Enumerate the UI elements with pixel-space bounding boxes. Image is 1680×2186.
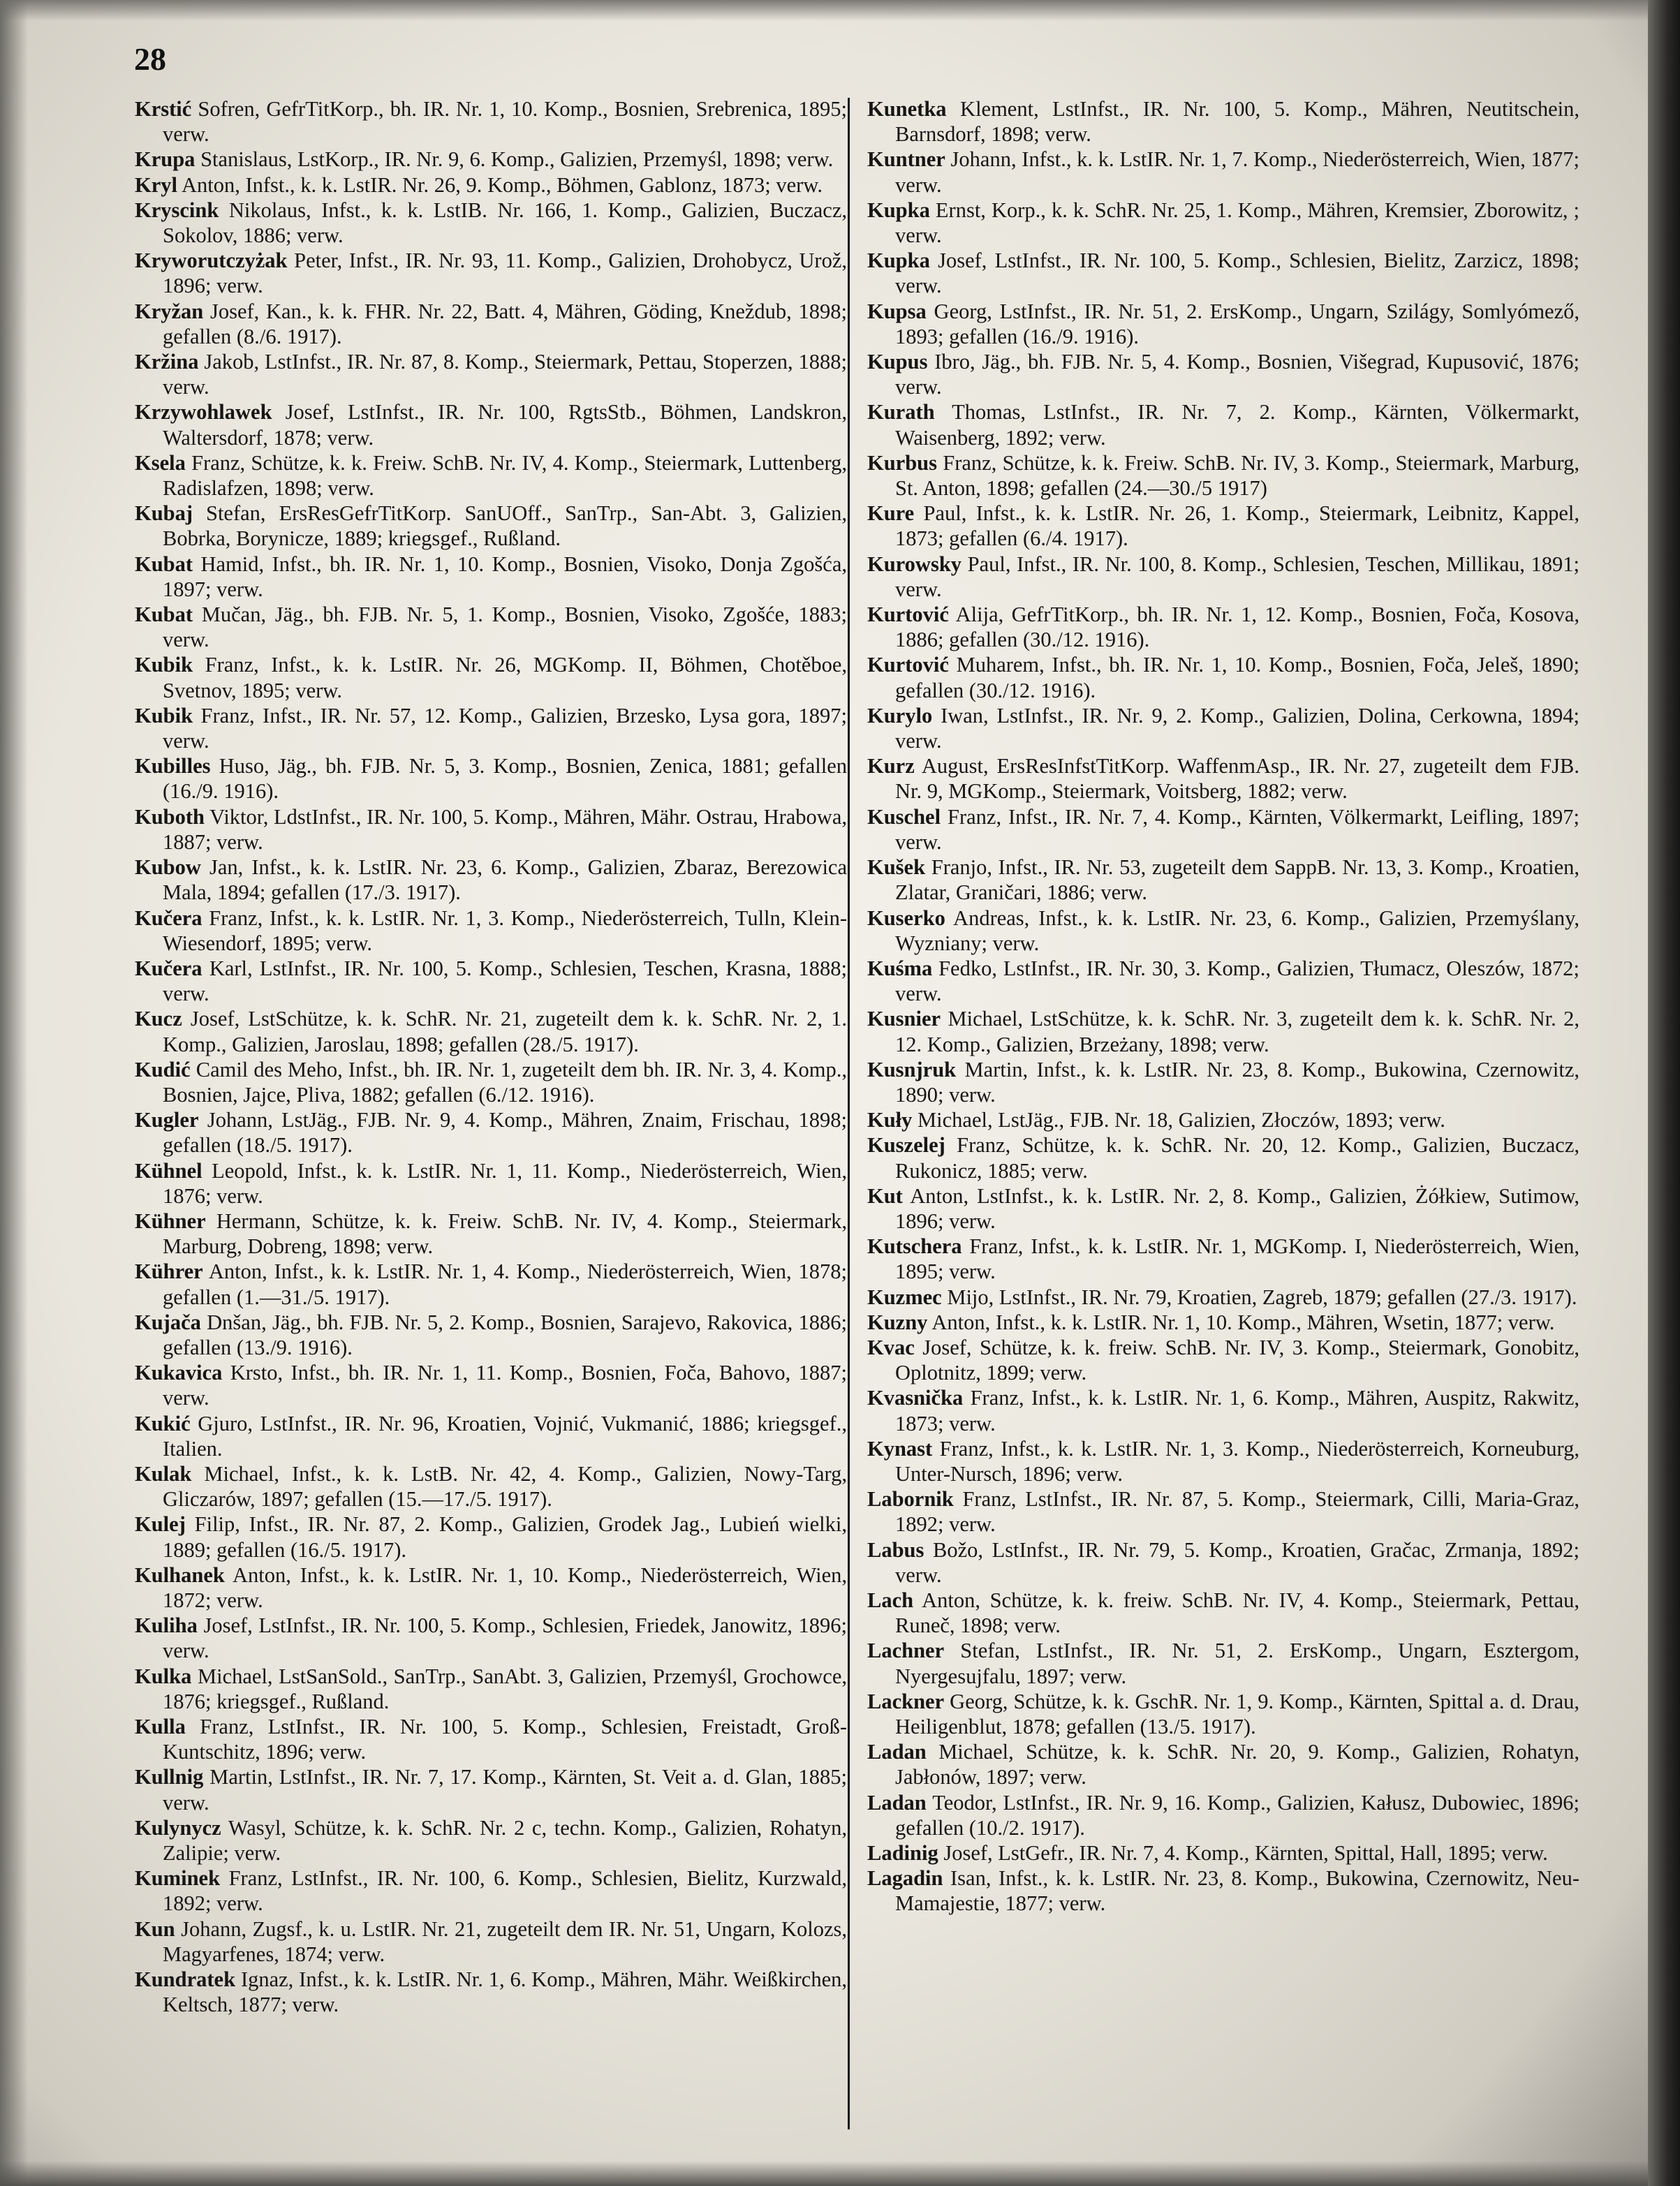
entry-surname: Lackner (867, 1689, 945, 1713)
entry-details: Leopold, Infst., k. k. LstIR. Nr. 1, 11. Komp., Niederösterreich, Wien, 1876; verw. (163, 1158, 847, 1208)
entry-surname: Ladinig (867, 1841, 938, 1866)
register-entry (867, 906, 1579, 956)
entry-details: Stanislaus, LstKorp., IR. Nr. 9, 6. Komp., Galizien, Przemyśl, 1898; verw. (195, 147, 834, 172)
entry-surname: Kutschera (867, 1234, 962, 1259)
register-entry (135, 1714, 847, 1764)
entry-surname: Kuminek (135, 1866, 221, 1891)
entry-details: Anton, Infst., k. k. LstIR. Nr. 1, 10. Komp., Mähren, Wsetin, 1877; verw. (927, 1310, 1555, 1334)
entry-surname: Kulak (135, 1461, 192, 1486)
entry-details: Michael, Schütze, k. k. SchR. Nr. 20, 9. Komp., Galizien, Rohatyn, Jabłonów, 1897; verw. (895, 1740, 1579, 1789)
entry-details: Hermann, Schütze, k. k. Freiw. SchB. Nr. IV, 4. Komp., Steiermark, Marburg, Dobreng, 1898; verw. (163, 1209, 847, 1259)
entry-details: Josef, LstInfst., IR. Nr. 100, 5. Komp., Schlesien, Bielitz, Zarzicz, 1898; verw. (895, 249, 1579, 298)
register-entry (135, 652, 847, 702)
register-entry (867, 1486, 1579, 1537)
entry-details: Dnšan, Jäg., bh. FJB. Nr. 5, 2. Komp., Bosnien, Sarajevo, Rakovica, 1886; gefallen (13./9. 1916). (163, 1310, 847, 1359)
entry-surname: Kušek (867, 855, 926, 880)
entry-surname: Kubat (135, 603, 193, 627)
entry-surname: Labus (867, 1537, 924, 1562)
entry-details: Johann, Infst., k. k. LstIR. Nr. 1, 7. Komp., Niederösterreich, Wien, 1877; verw. (895, 147, 1579, 197)
entry-surname: Kvasnička (867, 1386, 964, 1410)
entry-surname: Kurowsky (867, 552, 962, 576)
entry-details: Mučan, Jäg., bh. FJB. Nr. 5, 1. Komp., Bosnien, Visoko, Zgošće, 1883; verw. (163, 603, 847, 652)
entry-details: Johann, Zugsf., k. u. LstIR. Nr. 21, zugeteilt dem IR. Nr. 51, Ungarn, Kolozs, Magyarfenes, 1874; verw. (163, 1917, 847, 1966)
entry-surname: Lachner (867, 1639, 945, 1663)
register-entry (867, 1234, 1579, 1284)
entry-details: Iwan, LstInfst., IR. Nr. 9, 2. Komp., Galizien, Dolina, Cerkowna, 1894; verw. (895, 703, 1579, 753)
entry-surname: Kulynycz (135, 1815, 221, 1840)
register-entry (135, 1006, 847, 1056)
register-entry (867, 1310, 1579, 1335)
entry-details: Karl, LstInfst., IR. Nr. 100, 5. Komp., Schlesien, Teschen, Krasna, 1888; verw. (163, 956, 847, 1006)
entry-surname: Kucz (135, 1007, 182, 1031)
right-column (867, 96, 1579, 1917)
entry-surname: Kynast (867, 1436, 933, 1461)
entry-surname: Kupka (867, 249, 930, 273)
entry-surname: Lach (867, 1588, 914, 1612)
entry-details: Paul, Infst., k. k. LstIR. Nr. 26, 1. Komp., Steiermark, Leibnitz, Kappel, 1873; gefallen (6./4. 1917). (895, 501, 1579, 551)
register-entry (867, 450, 1579, 501)
register-entry (135, 552, 847, 602)
register-entry (867, 1335, 1579, 1385)
register-entry (867, 248, 1579, 298)
register-entry (135, 172, 847, 198)
entry-surname: Kuzmec (867, 1285, 942, 1309)
register-entry (867, 1436, 1579, 1486)
register-entry (867, 703, 1579, 753)
page-edge-shadow-top (0, 0, 1680, 21)
register-entry (135, 248, 847, 298)
entry-surname: Kuzny (867, 1310, 928, 1334)
entry-details: Stefan, ErsResGefrTitKorp. SanUOff., SanTrp., San-Abt. 3, Galizien, Bobrka, Borynicze, 1889; kriegsgef., Rußland. (163, 501, 847, 551)
entry-details: Georg, Schütze, k. k. GschR. Nr. 1, 9. Komp., Kärnten, Spittal a. d. Drau, Heiligenblut, 1878; gefallen (13./5. 1917). (895, 1689, 1579, 1738)
entry-surname: Kudić (135, 1057, 191, 1081)
entry-details: Paul, Infst., IR. Nr. 100, 8. Komp., Schlesien, Teschen, Millikau, 1891; verw. (895, 552, 1579, 601)
entry-surname: Kubik (135, 703, 193, 728)
register-entry (135, 1209, 847, 1259)
entry-surname: Kučera (135, 906, 202, 930)
register-entry (135, 1866, 847, 1916)
entry-details: Josef, Kan., k. k. FHR. Nr. 22, Batt. 4, Mähren, Göding, Kneždub, 1898; gefallen (8./6. 1917). (163, 299, 847, 348)
register-entry (135, 855, 847, 905)
register-entry (135, 1967, 847, 2017)
entry-details: Josef, Schütze, k. k. freiw. SchB. Nr. IV, 3. Komp., Steiermark, Gonobitz, Oplotnitz, 1899; verw. (895, 1335, 1579, 1385)
register-entry (135, 1664, 847, 1714)
entry-surname: Kusnier (867, 1007, 941, 1031)
entry-details: Josef, LstInfst., IR. Nr. 100, RgtsStb., Böhmen, Landskron, Waltersdorf, 1878; verw. (163, 400, 847, 450)
entry-surname: Kubilles (135, 754, 211, 778)
register-entry (135, 1107, 847, 1158)
entry-surname: Ladan (867, 1790, 927, 1815)
entry-details: Nikolaus, Infst., k. k. LstIB. Nr. 166, 1. Komp., Galizien, Buczacz, Sokolov, 1886; verw. (163, 198, 847, 248)
entry-details: Franz, Schütze, k. k. Freiw. SchB. Nr. IV, 3. Komp., Steiermark, Marburg, St. Anton, 1898; gefallen (24.—30./5 1917) (895, 450, 1579, 501)
entry-surname: Kuły (867, 1108, 913, 1132)
entry-surname: Krupa (135, 147, 196, 172)
register-entry (135, 804, 847, 855)
entry-surname: Kühner (135, 1209, 206, 1233)
entry-details: Ibro, Jäg., bh. FJB. Nr. 5, 4. Komp., Bosnien, Višegrad, Kupusović, 1876; verw. (895, 350, 1579, 399)
entry-details: Franz, Infst., IR. Nr. 7, 4. Komp., Kärnten, Völkermarkt, Leifling, 1897; verw. (895, 804, 1579, 854)
entry-details: Isan, Infst., k. k. LstIR. Nr. 23, 8. Komp., Bukowina, Czernowitz, Neu-Mamajestie, 1877; verw. (895, 1866, 1579, 1916)
register-entry (867, 753, 1579, 804)
entry-details: Mijo, LstInfst., IR. Nr. 79, Kroatien, Zagreb, 1879; gefallen (27./3. 1917). (941, 1285, 1577, 1309)
entry-details: Franz, Schütze, k. k. SchR. Nr. 20, 12. Komp., Galizien, Buczacz, Rukonicz, 1885; verw. (895, 1133, 1579, 1183)
entry-surname: Kučera (135, 956, 202, 980)
entry-surname: Kurbus (867, 450, 938, 475)
register-entry (135, 1764, 847, 1815)
register-entry (867, 1739, 1579, 1789)
register-entry (867, 1132, 1579, 1183)
register-entry (867, 1537, 1579, 1588)
entry-surname: Kuśma (867, 956, 933, 980)
entry-details: Michael, LstSchütze, k. k. SchR. Nr. 3, zugeteilt dem k. k. SchR. Nr. 2, 12. Komp., Galizien, Brzeżany, 1898; verw. (895, 1007, 1579, 1056)
entry-details: Franz, Infst., k. k. LstIR. Nr. 26, MGKomp. II, Böhmen, Chotěboe, Svetnov, 1895; verw. (163, 653, 847, 702)
entry-surname: Kusnjruk (867, 1057, 957, 1081)
entry-details: Sofren, GefrTitKorp., bh. IR. Nr. 1, 10. Komp., Bosnien, Srebrenica, 1895; verw. (163, 97, 847, 147)
register-entry (867, 501, 1579, 551)
register-entry (135, 1512, 847, 1562)
register-entry (867, 1866, 1579, 1916)
register-entry (867, 1006, 1579, 1056)
entry-details: Andreas, Infst., k. k. LstIR. Nr. 23, 6. Komp., Galizien, Przemyślany, Wyzniany; verw. (895, 906, 1579, 955)
entry-surname: Kut (867, 1183, 903, 1208)
entry-details: Michael, LstSanSold., SanTrp., SanAbt. 3, Galizien, Przemyśl, Grochowce, 1876; kriegsgef., Rußland. (163, 1664, 847, 1713)
entry-surname: Kržina (135, 350, 199, 374)
entry-surname: Kunetka (867, 97, 947, 121)
entry-details: Teodor, LstInfst., IR. Nr. 9, 16. Komp., Galizien, Kałusz, Dubowiec, 1896; gefallen (10./2. 1917). (895, 1790, 1579, 1840)
entry-details: Camil des Meho, Infst., bh. IR. Nr. 1, zugeteilt dem bh. IR. Nr. 3, 4. Komp., Bosnien, Jajce, Pliva, 1882; gefallen (6./12. 1916). (163, 1057, 847, 1107)
entry-details: Franz, LstInfst., IR. Nr. 87, 5. Komp., Steiermark, Cilli, Maria-Graz, 1892; verw. (895, 1487, 1579, 1537)
entry-surname: Ksela (135, 450, 186, 475)
entry-surname: Kuliha (135, 1613, 198, 1638)
register-entry (867, 1790, 1579, 1840)
entry-details: Franz, Infst., k. k. LstIR. Nr. 1, 6. Komp., Mähren, Auspitz, Rakwitz, 1873; verw. (895, 1386, 1579, 1435)
entry-details: Franz, LstInfst., IR. Nr. 100, 5. Komp., Schlesien, Freistadt, Groß-Kuntschitz, 1896; verw. (163, 1715, 847, 1764)
register-entry (135, 1563, 847, 1613)
column-divider (848, 98, 850, 2129)
entry-details: Božo, LstInfst., IR. Nr. 79, 5. Komp., Kroatien, Gračac, Zrmanja, 1892; verw. (895, 1537, 1579, 1587)
entry-details: Franjo, Infst., IR. Nr. 53, zugeteilt dem SappB. Nr. 13, 3. Komp., Kroatien, Zlatar, Graničari, 1886; verw. (895, 855, 1579, 905)
entry-details: Michael, LstJäg., FJB. Nr. 18, Galizien, Złoczów, 1893; verw. (912, 1108, 1445, 1132)
entry-details: Fedko, LstInfst., IR. Nr. 30, 3. Komp., Galizien, Tłumacz, Oleszów, 1872; verw. (895, 956, 1579, 1006)
entry-details: Anton, LstInfst., k. k. LstIR. Nr. 2, 8. Komp., Galizien, Żółkiew, Sutimow, 1896; verw. (895, 1183, 1579, 1233)
entry-surname: Kulla (135, 1715, 186, 1738)
entry-details: Gjuro, LstInfst., IR. Nr. 96, Kroatien, Vojnić, Vukmanić, 1886; kriegsgef., Italien. (163, 1411, 847, 1461)
entry-surname: Kurz (867, 754, 915, 778)
entry-details: Peter, Infst., IR. Nr. 93, 11. Komp., Galizien, Drohobycz, Urož, 1896; verw. (163, 249, 847, 298)
entry-surname: Kryl (135, 172, 177, 197)
register-entry (135, 450, 847, 501)
register-entry (867, 652, 1579, 702)
page-edge-shadow-left (0, 0, 28, 2186)
register-entry (135, 1613, 847, 1663)
page-edge-shadow-bottom (0, 2161, 1680, 2186)
register-entry (867, 602, 1579, 652)
register-entry (867, 1689, 1579, 1739)
entry-surname: Kuszelej (867, 1133, 945, 1158)
entry-surname: Kryžan (135, 299, 204, 323)
left-column (135, 96, 847, 2017)
register-entry (135, 1158, 847, 1209)
entry-details: Franz, Infst., k. k. LstIR. Nr. 1, MGKomp. I, Niederösterreich, Wien, 1895; verw. (895, 1234, 1579, 1284)
entry-surname: Kubow (135, 855, 201, 880)
register-entry (135, 1057, 847, 1107)
entry-details: August, ErsResInfstTitKorp. WaffenmAsp., IR. Nr. 27, zugeteilt dem FJB. Nr. 9, MGKomp., Steiermark, Voitsberg, 1882; verw. (895, 754, 1579, 804)
register-entry (867, 956, 1579, 1006)
entry-details: Wasyl, Schütze, k. k. SchR. Nr. 2 c, techn. Komp., Galizien, Rohatyn, Zalipie; verw. (163, 1815, 847, 1866)
entry-surname: Ladan (867, 1740, 927, 1764)
entry-details: Franz, Infst., IR. Nr. 57, 12. Komp., Galizien, Brzesko, Lysa gora, 1897; verw. (163, 703, 847, 753)
register-entry (135, 602, 847, 652)
register-entry (867, 349, 1579, 399)
register-entry (867, 1285, 1579, 1310)
register-entry (135, 349, 847, 399)
register-entry (135, 1917, 847, 1967)
register-entry (135, 1815, 847, 1866)
register-entry (867, 1057, 1579, 1107)
entry-surname: Kundratek (135, 1967, 236, 1992)
entry-details: Anton, Infst., k. k. LstIR. Nr. 1, 10. Komp., Niederösterreich, Wien, 1872; verw. (163, 1563, 847, 1612)
entry-details: Anton, Infst., k. k. LstIR. Nr. 1, 4. Komp., Niederösterreich, Wien, 1878; gefallen (1.—31./5. 1917). (163, 1260, 847, 1309)
entry-surname: Kupsa (867, 299, 927, 323)
register-entry (135, 1259, 847, 1309)
register-entry (867, 804, 1579, 855)
entry-details: Michael, Infst., k. k. LstB. Nr. 42, 4. Komp., Galizien, Nowy-Targ, Gliczarów, 1897; gefallen (15.—17./5. 1917). (163, 1461, 847, 1512)
entry-surname: Kurylo (867, 703, 933, 728)
entry-surname: Kuntner (867, 147, 945, 172)
register-entry (135, 753, 847, 804)
entry-details: Stefan, LstInfst., IR. Nr. 51, 2. ErsKomp., Ungarn, Esztergom, Nyergesujfalu, 1897; verw. (895, 1639, 1579, 1688)
entry-details: Josef, LstSchütze, k. k. SchR. Nr. 21, zugeteilt dem k. k. SchR. Nr. 2, 1. Komp., Galizien, Jaroslau, 1898; gefallen (28./5. 1917). (163, 1007, 847, 1056)
register-entry (867, 147, 1579, 197)
entry-surname: Kulej (135, 1512, 186, 1537)
register-entry (867, 552, 1579, 602)
entry-details: Thomas, LstInfst., IR. Nr. 7, 2. Komp., Kärnten, Völkermarkt, Waisenberg, 1892; verw. (895, 400, 1579, 450)
register-entry (135, 399, 847, 450)
entry-surname: Kvac (867, 1335, 915, 1359)
register-entry (135, 96, 847, 147)
register-entry (867, 1107, 1579, 1132)
entry-surname: Kubat (135, 552, 193, 576)
entry-details: Franz, LstInfst., IR. Nr. 100, 6. Komp., Schlesien, Bielitz, Kurzwald, 1892; verw. (163, 1866, 847, 1916)
register-entry (867, 1840, 1579, 1866)
entry-surname: Kukić (135, 1411, 191, 1435)
register-entry (867, 855, 1579, 905)
entry-details: Franz, Infst., k. k. LstIR. Nr. 1, 3. Komp., Niederösterreich, Korneuburg, Unter-Nursch, 1896; verw. (895, 1436, 1579, 1486)
entry-surname: Krzywohlawek (135, 400, 272, 424)
entry-surname: Kuserko (867, 906, 945, 930)
entry-details: Viktor, LdstInfst., IR. Nr. 100, 5. Komp., Mähren, Mähr. Ostrau, Hrabowa, 1887; verw. (163, 804, 847, 854)
register-entry (867, 96, 1579, 147)
register-entry (135, 299, 847, 349)
entry-surname: Kulka (135, 1664, 192, 1688)
entry-details: Johann, LstJäg., FJB. Nr. 9, 4. Komp., Mähren, Znaim, Frischau, 1898; gefallen (18./5. 1917). (163, 1108, 847, 1158)
register-entry (867, 198, 1579, 248)
entry-details: Huso, Jäg., bh. FJB. Nr. 5, 3. Komp., Bosnien, Zenica, 1881; gefallen (16./9. 1916). (163, 754, 847, 804)
entry-details: Georg, LstInfst., IR. Nr. 51, 2. ErsKomp., Ungarn, Szilágy, Somlyómező, 1893; gefallen (16./9. 1916). (895, 299, 1579, 348)
entry-surname: Kujača (135, 1310, 201, 1334)
entry-surname: Kulhanek (135, 1563, 225, 1587)
entry-details: Ignaz, Infst., k. k. LstIR. Nr. 1, 6. Komp., Mähren, Mähr. Weißkirchen, Keltsch, 1877; verw. (163, 1967, 847, 2017)
entry-details: Filip, Infst., IR. Nr. 87, 2. Komp., Galizien, Grodek Jag., Lubień wielki, 1889; gefallen (16./5. 1917). (163, 1512, 847, 1562)
entry-details: Jan, Infst., k. k. LstIR. Nr. 23, 6. Komp., Galizien, Zbaraz, Berezowica Mala, 1894; gefallen (17./3. 1917). (163, 855, 847, 905)
entry-surname: Kryworutczyżak (135, 249, 288, 273)
entry-details: Martin, LstInfst., IR. Nr. 7, 17. Komp., Kärnten, St. Veit a. d. Glan, 1885; verw. (163, 1765, 847, 1815)
register-entry (135, 1461, 847, 1512)
entry-surname: Kure (867, 501, 915, 526)
register-entry (867, 1638, 1579, 1688)
entry-surname: Kukavica (135, 1361, 223, 1385)
register-entry (135, 1310, 847, 1360)
entry-surname: Kryscink (135, 198, 219, 222)
entry-surname: Kurtović (867, 603, 949, 627)
entry-surname: Krstić (135, 97, 192, 121)
register-entry (135, 501, 847, 551)
entry-surname: Kun (135, 1917, 175, 1941)
entry-details: Anton, Schütze, k. k. freiw. SchB. Nr. IV, 4. Komp., Steiermark, Pettau, Runeč, 1898; verw. (895, 1588, 1579, 1638)
entry-surname: Kurath (867, 400, 935, 424)
register-entry (867, 399, 1579, 450)
register-entry (867, 299, 1579, 349)
register-entry (135, 1411, 847, 1461)
entry-surname: Kühnel (135, 1158, 202, 1183)
entry-surname: Lagadin (867, 1866, 943, 1891)
register-entry (135, 198, 847, 248)
entry-surname: Kuschel (867, 804, 941, 829)
entry-details: Jakob, LstInfst., IR. Nr. 87, 8. Komp., Steiermark, Pettau, Stoperzen, 1888; verw. (163, 350, 847, 399)
entry-details: Hamid, Infst., bh. IR. Nr. 1, 10. Komp., Bosnien, Visoko, Donja Zgošća, 1897; verw. (163, 552, 847, 601)
entry-details: Ernst, Korp., k. k. SchR. Nr. 25, 1. Komp., Mähren, Kremsier, Zborowitz, ; verw. (895, 198, 1579, 248)
entry-details: Josef, LstGefr., IR. Nr. 7, 4. Komp., Kärnten, Spittal, Hall, 1895; verw. (938, 1841, 1548, 1866)
register-entry (867, 1588, 1579, 1638)
entry-details: Franz, Infst., k. k. LstIR. Nr. 1, 3. Komp., Niederösterreich, Tulln, Klein-Wiesendorf, 1895; verw. (163, 906, 847, 955)
entry-details: Anton, Infst., k. k. LstIR. Nr. 26, 9. Komp., Böhmen, Gablonz, 1873; verw. (177, 172, 823, 197)
register-entry (135, 147, 847, 172)
register-entry (135, 1360, 847, 1410)
register-entry (867, 1385, 1579, 1435)
entry-surname: Kührer (135, 1260, 203, 1284)
entry-surname: Kupka (867, 198, 930, 222)
entry-details: Franz, Schütze, k. k. Freiw. SchB. Nr. IV, 4. Komp., Steiermark, Luttenberg, Radislafzen, 1898; verw. (163, 450, 847, 501)
register-entry (135, 906, 847, 956)
entry-surname: Kuboth (135, 804, 205, 829)
entry-details: Martin, Infst., k. k. LstIR. Nr. 23, 8. Komp., Bukowina, Czernowitz, 1890; verw. (895, 1057, 1579, 1107)
entry-surname: Kubik (135, 653, 193, 677)
entry-surname: Kupus (867, 350, 928, 374)
entry-surname: Kullnig (135, 1765, 204, 1789)
entry-surname: Labornik (867, 1487, 954, 1512)
page-edge-dark-right (1648, 0, 1680, 2186)
register-entry (135, 703, 847, 753)
entry-details: Alija, GefrTitKorp., bh. IR. Nr. 1, 12. Komp., Bosnien, Foča, Kosova, 1886; gefallen (30./12. 1916). (895, 603, 1579, 652)
register-entry (135, 956, 847, 1006)
page-number: 28 (134, 41, 166, 77)
entry-details: Krsto, Infst., bh. IR. Nr. 1, 11. Komp., Bosnien, Foča, Bahovo, 1887; verw. (163, 1361, 847, 1410)
entry-details: Klement, LstInfst., IR. Nr. 100, 5. Komp., Mähren, Neutitschein, Barnsdorf, 1898; verw. (895, 97, 1579, 147)
entry-surname: Kurtović (867, 653, 949, 677)
entry-details: Muharem, Infst., bh. IR. Nr. 1, 10. Komp., Bosnien, Foča, Jeleš, 1890; gefallen (30./12. 1916). (895, 653, 1579, 702)
entry-details: Josef, LstInfst., IR. Nr. 100, 5. Komp., Schlesien, Friedek, Janowitz, 1896; verw. (163, 1613, 847, 1663)
entry-surname: Kubaj (135, 501, 193, 526)
register-entry (867, 1183, 1579, 1234)
entry-surname: Kugler (135, 1108, 199, 1132)
